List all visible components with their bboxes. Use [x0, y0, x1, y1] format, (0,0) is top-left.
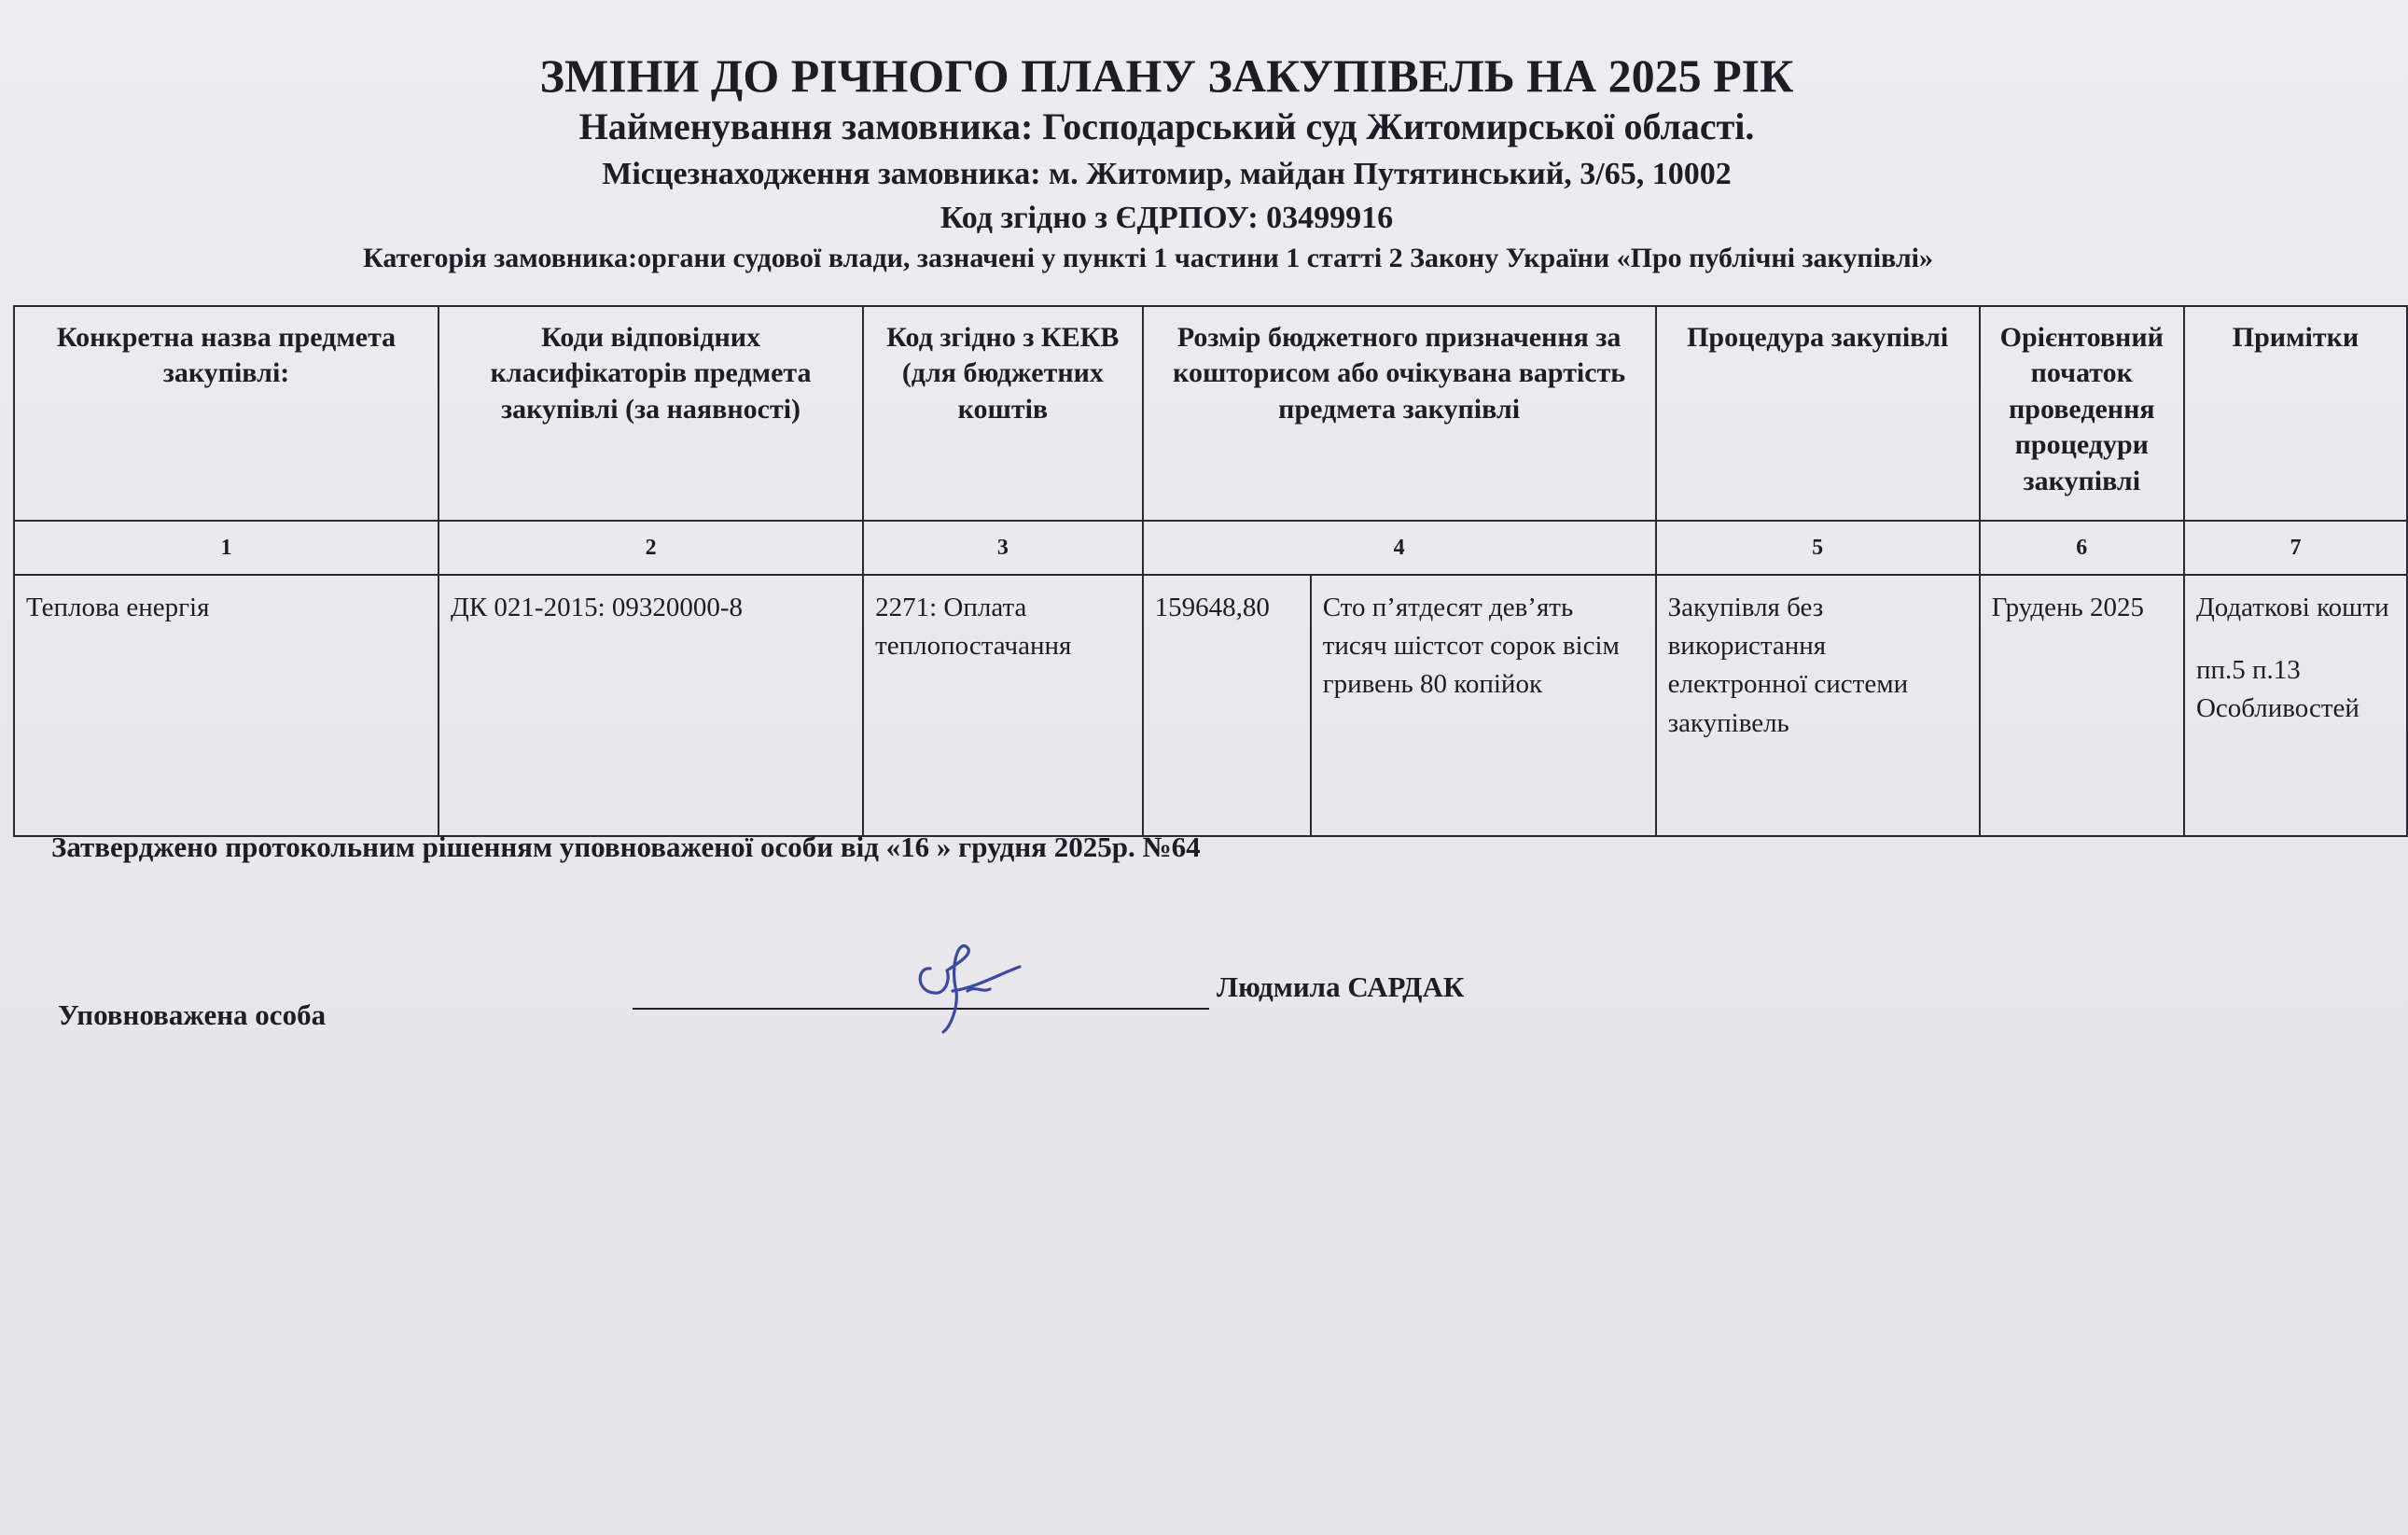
- column-number: 2: [438, 521, 863, 575]
- header-start: Орієнтовний початок проведення процедури закупівлі: [1980, 306, 2184, 521]
- cell-amount-number: 159648,80: [1143, 575, 1311, 836]
- signer-name: Людмила САРДАК: [1217, 970, 1465, 1003]
- header-amount: Розмір бюджетного призначення за кошторисом або очікувана вартість предмета закупівлі: [1143, 306, 1656, 521]
- header-procedure: Процедура закупівлі: [1656, 306, 1980, 521]
- cell-amount-words: Сто п’ятдесят дев’ять тисяч шістсот сорок вісім гривень 80 копійок: [1311, 575, 1656, 836]
- column-number: 5: [1656, 521, 1980, 575]
- header-notes: Примітки: [2184, 306, 2407, 521]
- customer-category: Категорія замовника:органи судової влади, зазначені у пункті 1 частини 1 статті 2 Закону України «Про публічні закупівлі»: [362, 243, 1934, 273]
- cell-procedure: Закупівля без використання електронної системи закупівель: [1656, 575, 1980, 836]
- table-row: [14, 575, 2407, 836]
- customer-location: Місцезнаходження замовника: м. Житомир, майдан Путятинський, 3/65, 10002: [602, 157, 1732, 191]
- notes-funds: Додаткові кошти: [2195, 593, 2389, 622]
- table-header-row: [14, 306, 2407, 521]
- authorized-person-label: Уповноважена особа: [58, 998, 327, 1031]
- edrpou-code: Код згідно з ЄДРПОУ: 03499916: [940, 201, 1394, 235]
- column-number-row: [14, 521, 2407, 575]
- column-number: 4: [1143, 521, 1656, 575]
- customer-name: Найменування замовника: Господарський суд Житомирської області.: [578, 105, 1755, 147]
- approval-statement: Затверджено протокольним рішенням уповноваженої особи від «16 » грудня 2025р. №64: [51, 830, 1201, 863]
- column-number: 1: [14, 521, 438, 575]
- header-subject: Конкретна назва предмета закупівлі:: [14, 306, 438, 521]
- document-title: ЗМІНИ ДО РІЧНОГО ПЛАНУ ЗАКУПІВЕЛЬ НА 2025 РІК: [539, 49, 1794, 102]
- header-kekv: Код згідно з КЕКВ (для бюджетних коштів: [863, 306, 1143, 521]
- signature: [910, 933, 1045, 1036]
- procurement-table: [13, 305, 2408, 837]
- notes-reference: пп.5 п.13 Особливостей: [2195, 655, 2359, 724]
- cell-classifier-code: ДК 021-2015: 09320000-8: [438, 575, 863, 836]
- column-number: 7: [2184, 521, 2407, 575]
- column-number: 6: [1980, 521, 2184, 575]
- cell-subject: Теплова енергія: [14, 575, 438, 836]
- column-number: 3: [863, 521, 1143, 575]
- header-classifier: Коди відповідних класифікаторів предмета закупівлі (за наявності): [438, 306, 863, 521]
- cell-start: Грудень 2025: [1980, 575, 2184, 836]
- cell-kekv: 2271: Оплата теплопостачання: [863, 575, 1143, 836]
- cell-notes: [2184, 575, 2407, 836]
